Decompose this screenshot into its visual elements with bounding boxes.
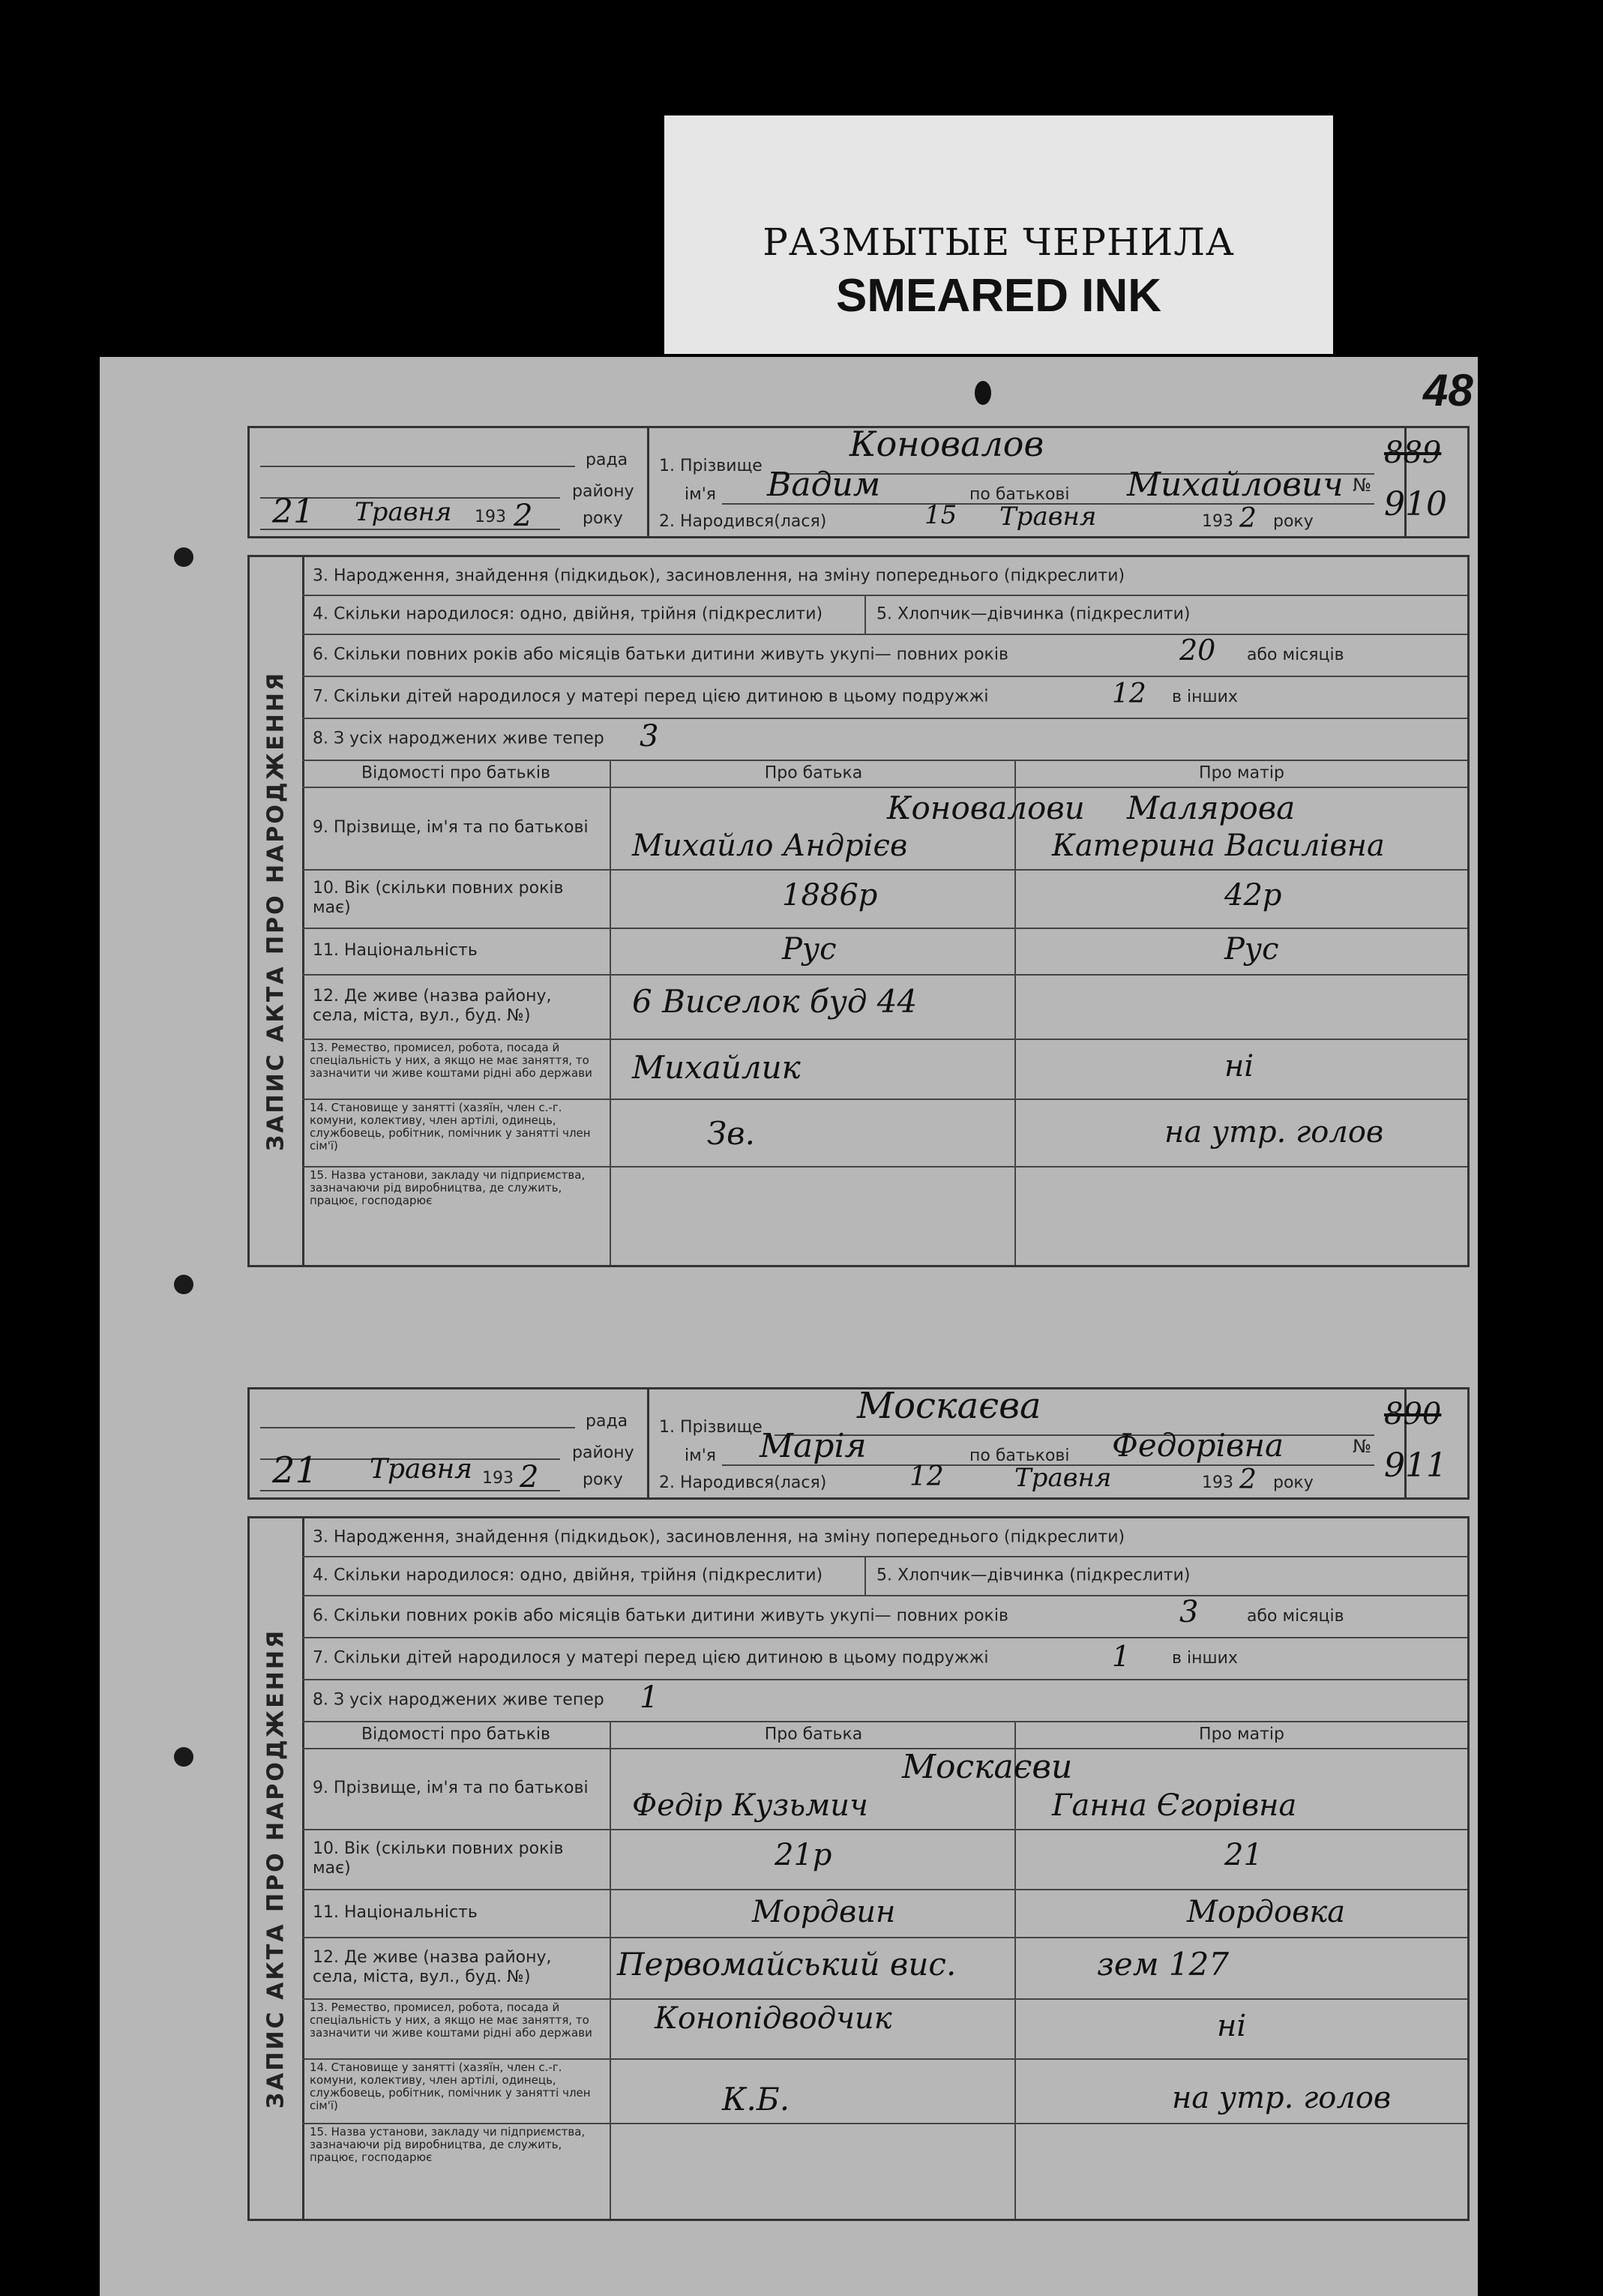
patronymic-label: по батькові (969, 485, 1070, 504)
r10-label: 10. Вік (скільки повних років має) (313, 1839, 564, 1878)
row-7-other: в інших (1172, 688, 1238, 706)
row-4: 4. Скільки народилося: одно, двійня, трійня (підкреслити) (313, 604, 823, 624)
row-3: 3. Народження, знайдення (підкидьок), засиновлення, на зміну попереднього (підкреслити) (313, 566, 1125, 586)
father-surname: Коновалови (887, 790, 1085, 826)
father-name: Михайло Андрієв (632, 829, 908, 863)
ink-blot (975, 381, 991, 405)
birth-day: 12 (909, 1461, 944, 1492)
r14-label: 14. Становище у занятті (хазяїн, член с.-г. комуни, колективу, член артілі, одинець, службовець, робітник, помічник у занятті член сім'ї) (310, 1101, 591, 1152)
punch-hole (174, 1747, 193, 1767)
row-6-months: або місяців (1247, 646, 1344, 664)
child-surname: Москаєва (857, 1385, 1041, 1427)
col-info: Відомості про батьків (361, 1725, 550, 1744)
r13-label: 13. Ремество, промисел, робота, посада й спеціальність у них, а якщо не має заняття, то зазначити чи живе коштами рідні або держави (310, 1041, 592, 1080)
r12-label: 12. Де живе (назва району, села, міста, вул., буд. №) (313, 987, 552, 1025)
record-number: 910 (1384, 485, 1447, 523)
r12-label: 12. Де живе (назва району, села, міста, вул., буд. №) (313, 1948, 552, 1986)
child-name: Марія (760, 1427, 867, 1465)
children-before: 12 (1112, 679, 1146, 709)
record-body (247, 1516, 1470, 2221)
record-header (247, 1387, 1470, 1500)
father-occupation: Конопідводчик (655, 2001, 892, 2036)
registration-date-block: рада району 21 Травня 193 2 року (250, 428, 649, 536)
number-label: № (1353, 1436, 1371, 1457)
punch-hole (174, 1275, 193, 1294)
child-patronymic: Михайлович (1127, 466, 1344, 504)
reg-month: Травня (370, 1454, 473, 1485)
birth-year-label: року (1273, 1473, 1314, 1492)
patronymic-label: по батькові (969, 1446, 1070, 1465)
years-together: 20 (1179, 634, 1216, 667)
record-number-block (1353, 1389, 1470, 1497)
child-patronymic: Федорівна (1112, 1427, 1284, 1464)
alive-count: 3 (640, 719, 659, 754)
record-number: 911 (1384, 1446, 1447, 1485)
child-info-block: 1. Прізвище Коновалов ім'я Вадим по батькові Михайлович 2. Народився(лася) 15 Травня 193 2 року (647, 428, 1404, 536)
child-surname: Коновалов (849, 424, 1044, 464)
alive-count: 1 (640, 1680, 659, 1715)
col-mother: Про матір (1199, 1725, 1284, 1744)
r11-label: 11. Національність (313, 1903, 478, 1922)
surname-label: 1. Прізвище (659, 1418, 763, 1437)
address: 6 Виселок буд 44 (632, 983, 918, 1020)
record-number-block (1353, 428, 1470, 536)
row-4: 4. Скільки народилося: одно, двійня, трійня (підкреслити) (313, 1566, 823, 1585)
children-before: 1 (1112, 1640, 1131, 1673)
father-nationality: Рус (782, 932, 837, 967)
r14-label: 14. Становище у занятті (хазяїн, член с.-г. комуни, колективу, член артілі, одинець, службовець, робітник, помічник у занятті член сім'ї) (310, 2061, 591, 2112)
old-record-number: 889 (1384, 436, 1442, 470)
r11-label: 11. Національність (313, 941, 478, 960)
rada-label: рада (586, 451, 628, 469)
col-father: Про батька (764, 763, 863, 783)
name-label: ім'я (685, 485, 716, 504)
father-age: 21р (775, 1838, 832, 1872)
r10-label: 10. Вік (скільки повних років має) (313, 879, 564, 917)
mother-surname: Малярова (1127, 790, 1296, 826)
years-together: 3 (1179, 1595, 1199, 1629)
row-6: 6. Скільки повних років або місяців батьки дитини живуть укупі— повних років (313, 1606, 1008, 1626)
reg-year: 193 (482, 1469, 514, 1488)
year-label: року (583, 509, 623, 528)
mother-nationality: Рус (1224, 932, 1279, 967)
mother-age: 21 (1224, 1838, 1263, 1872)
birth-day: 15 (924, 500, 957, 530)
registration-date-block: рада району 21 Травня 193 2 року (250, 1389, 649, 1497)
r15-label: 15. Назва установи, закладу чи підприємства, зазначаючи рід виробництва, де служить, працює, господарює (310, 2125, 586, 2164)
birth-month: Травня (999, 502, 1097, 532)
reg-month: Травня (355, 497, 452, 527)
birth-month: Травня (1014, 1463, 1112, 1493)
father-age: 1886р (782, 878, 878, 913)
father-address: Первомайський вис. (617, 1946, 957, 1983)
child-info-block: 1. Прізвище Москаєва ім'я Марія по батькові Федорівна 2. Народився(лася) 12 Травня 193 2 року (647, 1389, 1404, 1497)
rayon-label: району (572, 482, 634, 501)
mother-position: на утр. голов (1172, 2081, 1392, 2115)
number-label: № (1353, 475, 1371, 496)
archive-label-card (664, 115, 1333, 354)
father-nationality: Мордвин (752, 1895, 896, 1929)
mother-position: на утр. голов (1164, 1115, 1384, 1149)
reg-day: 21 (272, 493, 314, 531)
r13-label: 13. Ремество, промисел, робота, посада й спеціальність у них, а якщо не має заняття, то зазначити чи живе коштами рідні або держави (310, 2001, 592, 2040)
year-label: року (583, 1470, 623, 1489)
row-7: 7. Скільки дітей народилося у матері перед цією дитиною в цьому подружжі (313, 687, 989, 706)
name-label: ім'я (685, 1446, 716, 1465)
row-6-months: або місяців (1247, 1607, 1344, 1626)
born-label: 2. Народився(лася) (659, 512, 827, 531)
col-mother: Про матір (1199, 763, 1284, 783)
surname-label: 1. Прізвище (659, 457, 763, 475)
birth-year-label: року (1273, 512, 1314, 531)
row-3: 3. Народження, знайдення (підкидьок), засиновлення, на зміну попереднього (підкреслити) (313, 1527, 1125, 1547)
row-7-other: в інших (1172, 1649, 1238, 1668)
mother-name: Ганна Єгорівна (1052, 1788, 1297, 1823)
father-position: Зв. (707, 1115, 755, 1152)
rada-label: рада (586, 1412, 628, 1431)
born-label: 2. Народився(лася) (659, 1473, 827, 1492)
col-father: Про батька (764, 1725, 863, 1744)
vertical-title: ЗАПИС АКТА ПРО НАРОДЖЕННЯ (250, 1518, 304, 2219)
r9-label: 9. Прізвище, ім'я та по батькові (313, 818, 589, 837)
r9-label: 9. Прізвище, ім'я та по батькові (313, 1779, 589, 1797)
father-position: К.Б. (722, 2081, 790, 2118)
row-8: 8. З усіх народжених живе тепер (313, 729, 604, 748)
father-name: Федір Кузьмич (632, 1788, 868, 1823)
mother-address: зем 127 (1097, 1946, 1230, 1983)
father-occupation: Михайлик (632, 1049, 801, 1086)
row-8: 8. З усіх народжених живе тепер (313, 1690, 604, 1710)
rayon-label: району (572, 1443, 634, 1462)
mother-occupation: ні (1217, 2009, 1247, 2043)
record-body (247, 555, 1470, 1267)
father-surname: Москаєви (902, 1748, 1073, 1786)
mother-age: 42р (1224, 878, 1282, 913)
r15-label: 15. Назва установи, закладу чи підприємства, зазначаючи рід виробництва, де служить, працює, господарює (310, 1168, 586, 1207)
label-english: SMEARED INK (835, 270, 1162, 322)
row-5: 5. Хлопчик—дівчинка (підкреслити) (876, 604, 1191, 624)
row-7: 7. Скільки дітей народилося у матері перед цією дитиною в цьому подружжі (313, 1648, 989, 1668)
reg-year: 193 (475, 508, 506, 526)
mother-name: Катерина Василівна (1052, 829, 1385, 863)
label-russian: РАЗМЫТЫЕ ЧЕРНИЛА (763, 220, 1235, 264)
sheet-number: 48 (1423, 365, 1473, 415)
mother-nationality: Мордовка (1187, 1895, 1346, 1929)
child-name: Вадим (767, 466, 881, 504)
birth-year: 193 (1202, 512, 1233, 531)
record-header (247, 426, 1470, 538)
row-5: 5. Хлопчик—дівчинка (підкреслити) (876, 1566, 1191, 1585)
old-record-number: 890 (1384, 1397, 1442, 1431)
row-6: 6. Скільки повних років або місяців батьки дитини живуть укупі— повних років (313, 645, 1008, 664)
birth-year: 193 (1202, 1473, 1233, 1492)
vertical-title: ЗАПИС АКТА ПРО НАРОДЖЕННЯ (250, 557, 304, 1265)
col-info: Відомості про батьків (361, 763, 550, 783)
mother-occupation: ні (1224, 1049, 1254, 1084)
punch-hole (174, 547, 193, 567)
reg-day: 21 (272, 1449, 319, 1491)
